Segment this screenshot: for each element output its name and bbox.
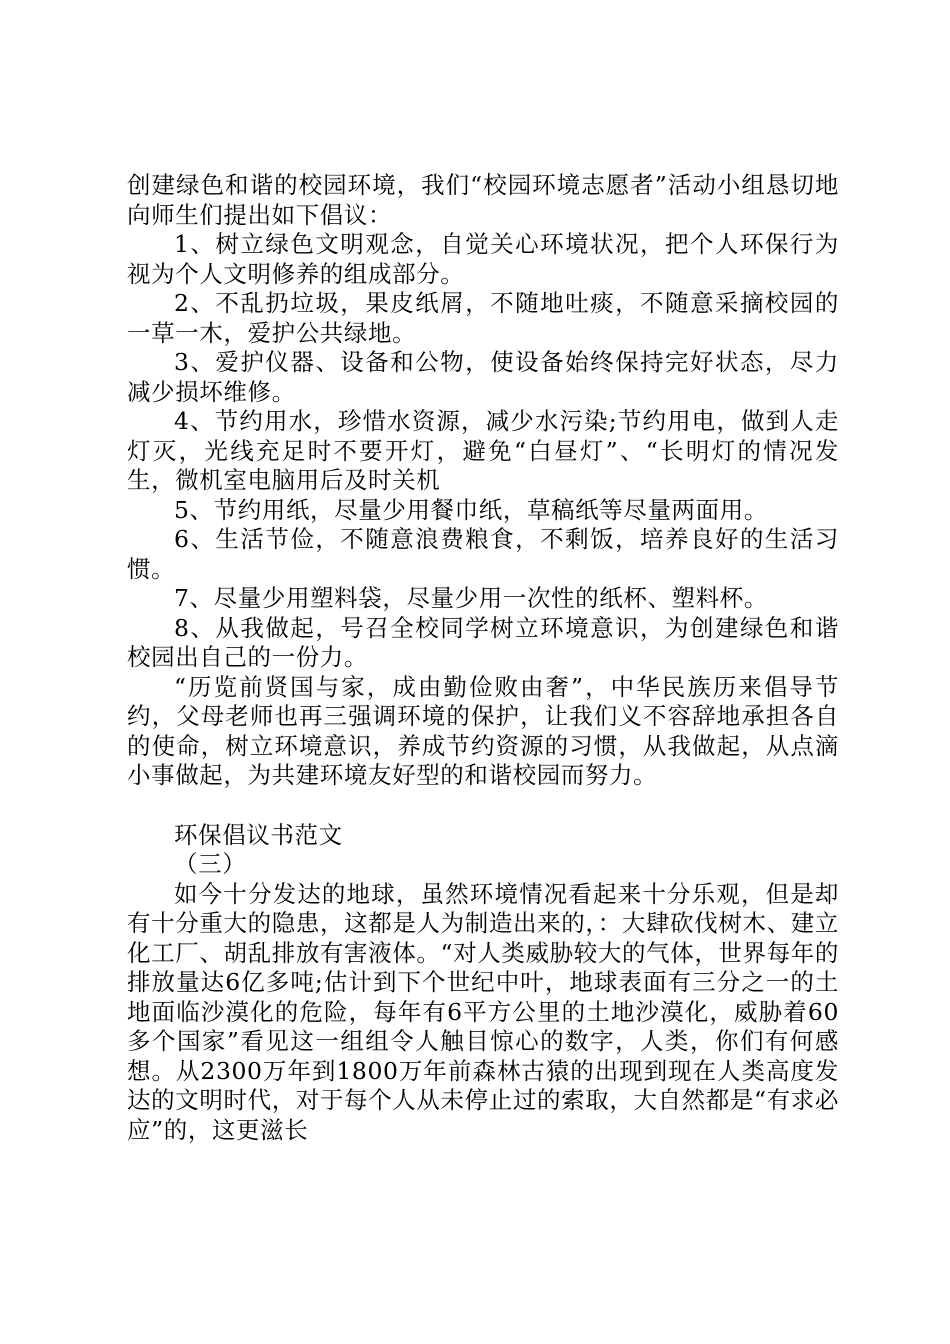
proposal-item-2: 2、不乱扔垃圾，果皮纸屑，不随地吐痰，不随意采摘校园的一草一木，爱护公共绿地。 (127, 289, 839, 347)
proposal-item-8: 8、从我做起，号召全校同学树立环境意识，为创建绿色和谐校园出自己的一份力。 (127, 613, 839, 671)
proposal-item-3: 3、爱护仪器、设备和公物，使设备始终保持完好状态，尽力减少损坏维修。 (127, 348, 839, 406)
section-title: 环保倡议书范文 (174, 820, 343, 849)
proposal-item-1: 1、树立绿色文明观念，自觉关心环境状况，把个人环保行为视为个人文明修养的组成部分。 (127, 230, 839, 288)
proposal-item-4: 4、节约用水，珍惜水资源，减少水污染;节约用电，做到人走灯灭，光线充足时不要开灯，避免“白昼灯”、“长明灯的情况发生，微机室电脑用后及时关机 (127, 407, 839, 494)
document-body (127, 171, 839, 1145)
intro-paragraph: 创建绿色和谐的校园环境，我们“校园环境志愿者”活动小组恳切地向师生们提出如下倡议： (127, 171, 839, 229)
section-number: （三） (174, 850, 247, 878)
proposal-item-7: 7、尽量少用塑料袋，尽量少用一次性的纸杯、塑料杯。 (174, 584, 768, 612)
closing-paragraph: “历览前贤国与家，成由勤俭败由奢”，中华民族历来倡导节约，父母老师也再三强调环境的保护，让我们义不容辞地承担各自的使命，树立环境意识，养成节约资源的习惯，从我做起，从点滴小事做起，为共建环境友好型的和谐校园而努力。 (127, 672, 839, 789)
proposal-item-5: 5、节约用纸，尽量少用餐巾纸，草稿纸等尽量两面用。 (174, 495, 768, 524)
section-gap (127, 791, 839, 821)
section-body-paragraph: 如今十分发达的地球，虽然环境情况看起来十分乐观，但是却有十分重大的隐患，这都是人为制造出来的，：大肆砍伐树木、建立化工厂、胡乱排放有害液体。“对人类威胁较大的气体，世界每年的排放量达6亿多吨;估计到下个世纪中叶，地球表面有三分之一的土地面临沙漠化的危险，每年有6平方公里的土地沙漠化，威胁着60多个国家”看见这一组组令人触目惊心的数字，人类，你们有何感想。从2300万年到1800万年前森林古猿的出现到现在人类高度发达的文明时代，对于每个人从未停止过的索取，大自然都是“有求必应”的，这更滋长 (127, 879, 839, 1144)
proposal-item-6: 6、生活节俭，不随意浪费粮食，不剩饭，培养良好的生活习惯。 (127, 525, 839, 583)
